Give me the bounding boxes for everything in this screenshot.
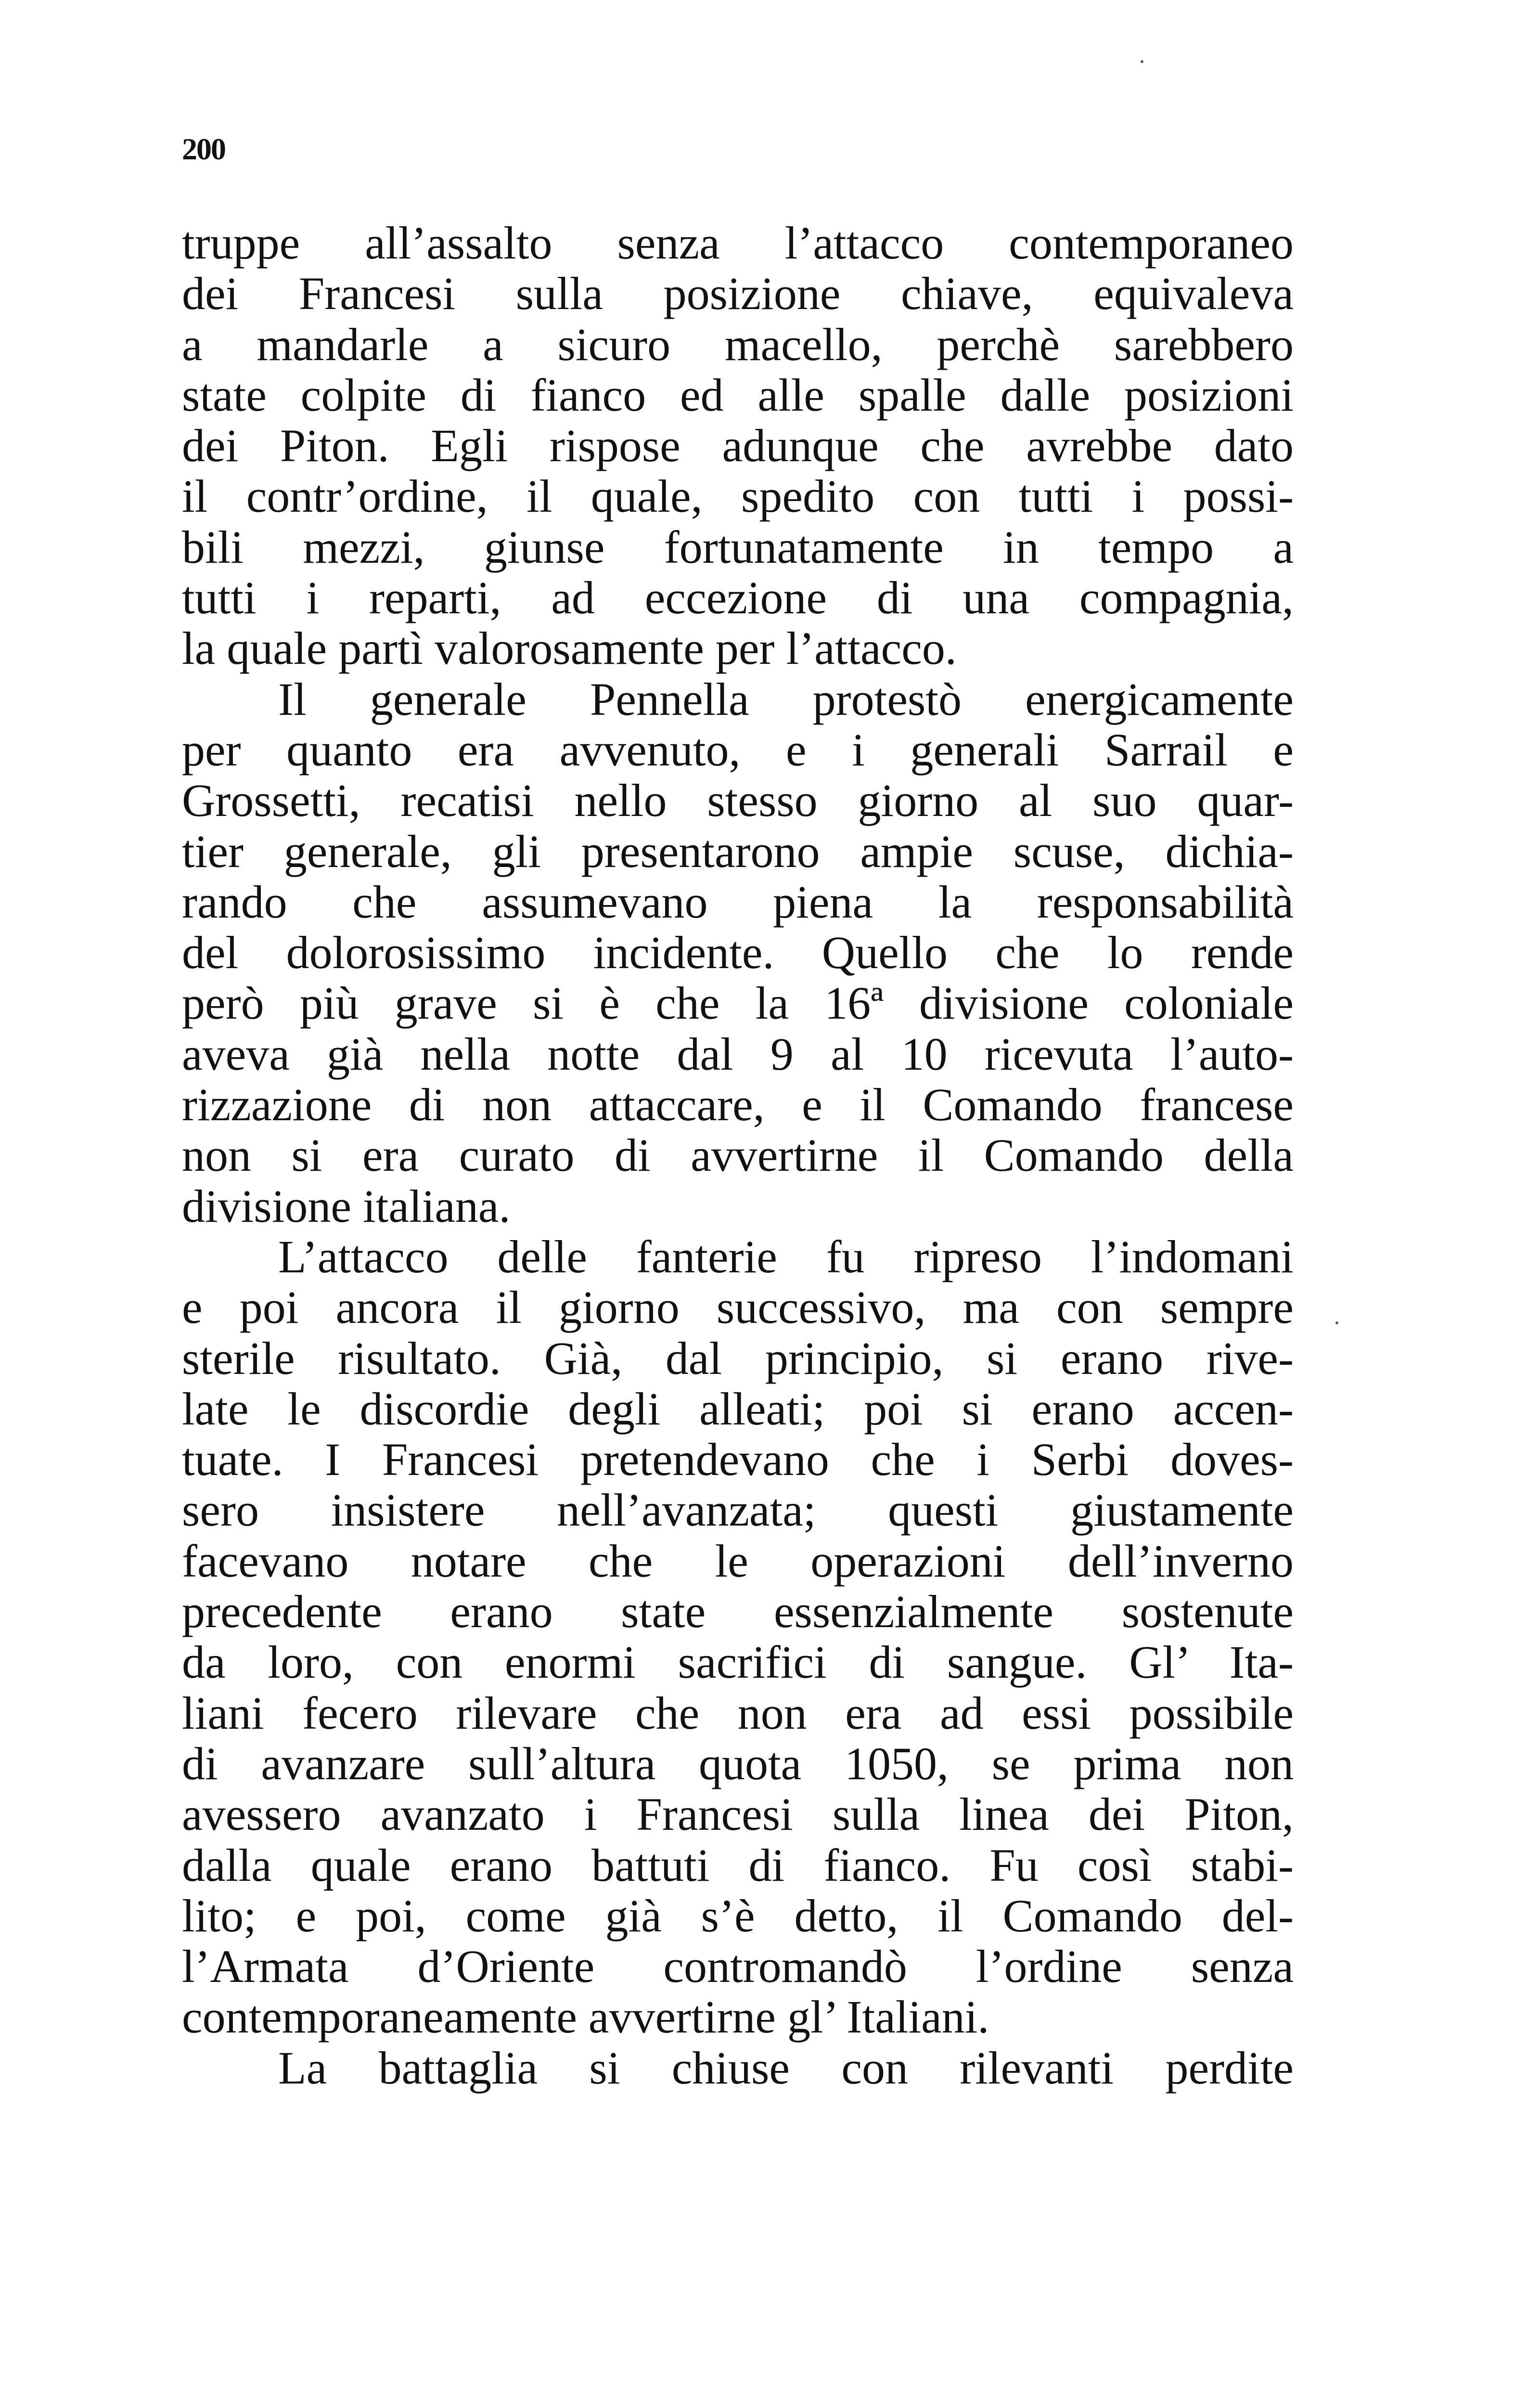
text-line: sterile risultato. Già, dal principio, si erano rive- [182,1332,1294,1384]
text-line: dalla quale erano battuti di fianco. Fu così stabi- [182,1839,1294,1891]
text-line: rizzazione di non attaccare, e il Comando francese [182,1079,1294,1131]
paper-speck [1335,1321,1338,1324]
body-text [182,218,1294,2093]
paragraph-start-line: La battaglia si chiuse con rilevanti perdite [278,2042,1294,2094]
text-line: state colpite di fianco ed alle spalle dalle posizioni [182,369,1294,421]
paper-speck [1141,60,1143,63]
text-line: non si era curato di avvertirne il Comando della [182,1129,1294,1181]
text-line: lito; e poi, come già s’è detto, il Comando del- [182,1889,1294,1941]
paragraph-start-line: Il generale Pennella protestò energicamente [278,673,1294,725]
text-line: late le discordie degli alleati; poi si erano accen- [182,1383,1294,1435]
text-line: contemporaneamente avvertirne gl’ Italiani. [182,1991,989,2043]
text-line: il contr’ordine, il quale, spedito con tutti i possi- [182,470,1294,522]
text-line: a mandarle a sicuro macello, perchè sarebbero [182,318,1294,370]
text-line: tutti i reparti, ad eccezione di una compagnia, [182,572,1294,624]
text-line: tuate. I Francesi pretendevano che i Serbi doves- [182,1434,1294,1486]
text-line: e poi ancora il giorno successivo, ma con sempre [182,1281,1294,1333]
page-number: 200 [182,132,225,166]
text-line: dei Francesi sulla posizione chiave, equivaleva [182,268,1294,320]
text-line: rando che assumevano piena la responsabilità [182,876,1294,928]
text-line: dei Piton. Egli rispose adunque che avrebbe dato [182,420,1294,472]
text-line: liani fecero rilevare che non era ad essi possibile [182,1687,1294,1739]
text-line: precedente erano state essenzialmente sostenute [182,1586,1294,1638]
text-line: l’Armata d’Oriente contromandò l’ordine senza [182,1941,1294,1993]
text-line: avessero avanzato i Francesi sulla linea dei Piton, [182,1788,1294,1840]
text-line: da loro, con enormi sacrifici di sangue. Gl’ Ita- [182,1636,1294,1688]
text-line: tier generale, gli presentarono ampie scuse, dichia- [182,825,1294,877]
text-line: per quanto era avvenuto, e i generali Sarrail e [182,724,1294,776]
text-line: divisione italiana. [182,1180,511,1232]
text-line: facevano notare che le operazioni dell’inverno [182,1535,1294,1587]
text-line: truppe all’assalto senza l’attacco contemporaneo [182,217,1294,269]
text-line: bili mezzi, giunse fortunatamente in tempo a [182,521,1294,573]
paragraph-start-line: L’attacco delle fanterie fu ripreso l’indomani [278,1230,1294,1282]
text-line: sero insistere nell’avanzata; questi giustamente [182,1484,1294,1536]
text-line: Grossetti, recatisi nello stesso giorno al suo quar- [182,775,1294,827]
text-line: di avanzare sull’altura quota 1050, se prima non [182,1737,1294,1789]
text-line: però più grave si è che la 16ª divisione coloniale [182,977,1294,1029]
text-line: del dolorosissimo incidente. Quello che lo rende [182,927,1294,979]
text-line: la quale partì valorosamente per l’attacco. [182,622,957,674]
text-line: aveva già nella notte dal 9 al 10 ricevuta l’auto- [182,1028,1294,1080]
